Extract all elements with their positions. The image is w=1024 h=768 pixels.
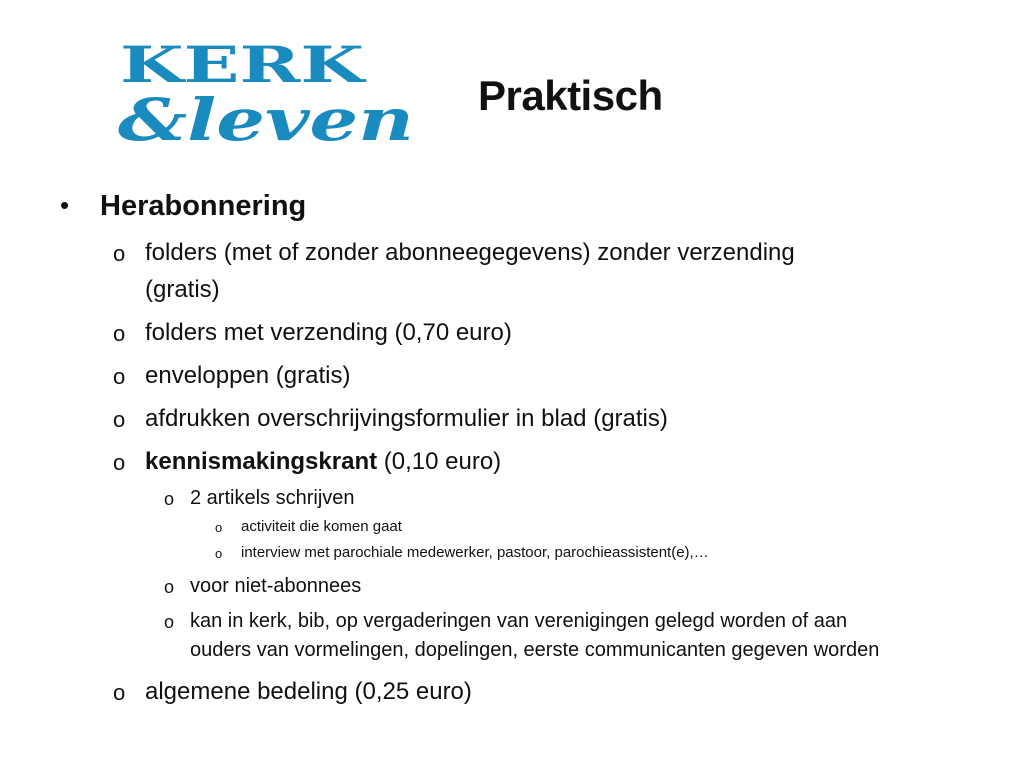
list-item-kennismakingskrant bbox=[145, 448, 501, 476]
main-item-herabonnering: Herabonnering bbox=[100, 190, 307, 222]
bullet-o: o bbox=[113, 321, 126, 346]
list-item: folders (met of zonder abonneegegevens) zonder verzending bbox=[145, 239, 795, 266]
bullet-dot: • bbox=[60, 190, 70, 220]
logo-line1: KERK bbox=[120, 36, 367, 94]
bullet-o: o bbox=[113, 364, 126, 389]
list-item: afdrukken overschrijvingsformulier in blad (gratis) bbox=[145, 405, 668, 432]
logo-line2: &leven bbox=[118, 86, 414, 148]
sub-item: voor niet-abonnees bbox=[190, 575, 362, 597]
list-item: enveloppen (gratis) bbox=[145, 362, 351, 389]
list-item: algemene bedeling (0,25 euro) bbox=[145, 678, 472, 705]
bullet-o: o bbox=[215, 546, 223, 561]
bullet-o: o bbox=[164, 612, 175, 632]
bullet-o: o bbox=[113, 241, 126, 266]
list-item-rest: (0,10 euro) bbox=[377, 448, 502, 475]
bullet-o: o bbox=[113, 450, 126, 475]
sub-sub-item: activiteit die komen gaat bbox=[241, 518, 402, 535]
list-item: folders met verzending (0,70 euro) bbox=[145, 319, 512, 346]
bullet-o: o bbox=[164, 489, 175, 509]
sub-item-continued: ouders van vormelingen, dopelingen, eerste communicanten gegeven worden bbox=[190, 639, 880, 661]
sub-sub-item: interview met parochiale medewerker, pastoor, parochieassistent(e),… bbox=[241, 544, 709, 561]
list-item-bold: kennismakingskrant bbox=[145, 448, 378, 475]
bullet-o: o bbox=[164, 577, 175, 597]
sub-item: kan in kerk, bib, op vergaderingen van verenigingen gelegd worden of aan bbox=[190, 610, 848, 632]
sub-item: 2 artikels schrijven bbox=[190, 487, 355, 509]
bullet-o: o bbox=[113, 680, 126, 705]
bullet-o: o bbox=[113, 407, 126, 432]
slide-title: Praktisch bbox=[478, 72, 663, 119]
bullet-o: o bbox=[215, 520, 223, 535]
list-item-continued: (gratis) bbox=[145, 276, 220, 303]
